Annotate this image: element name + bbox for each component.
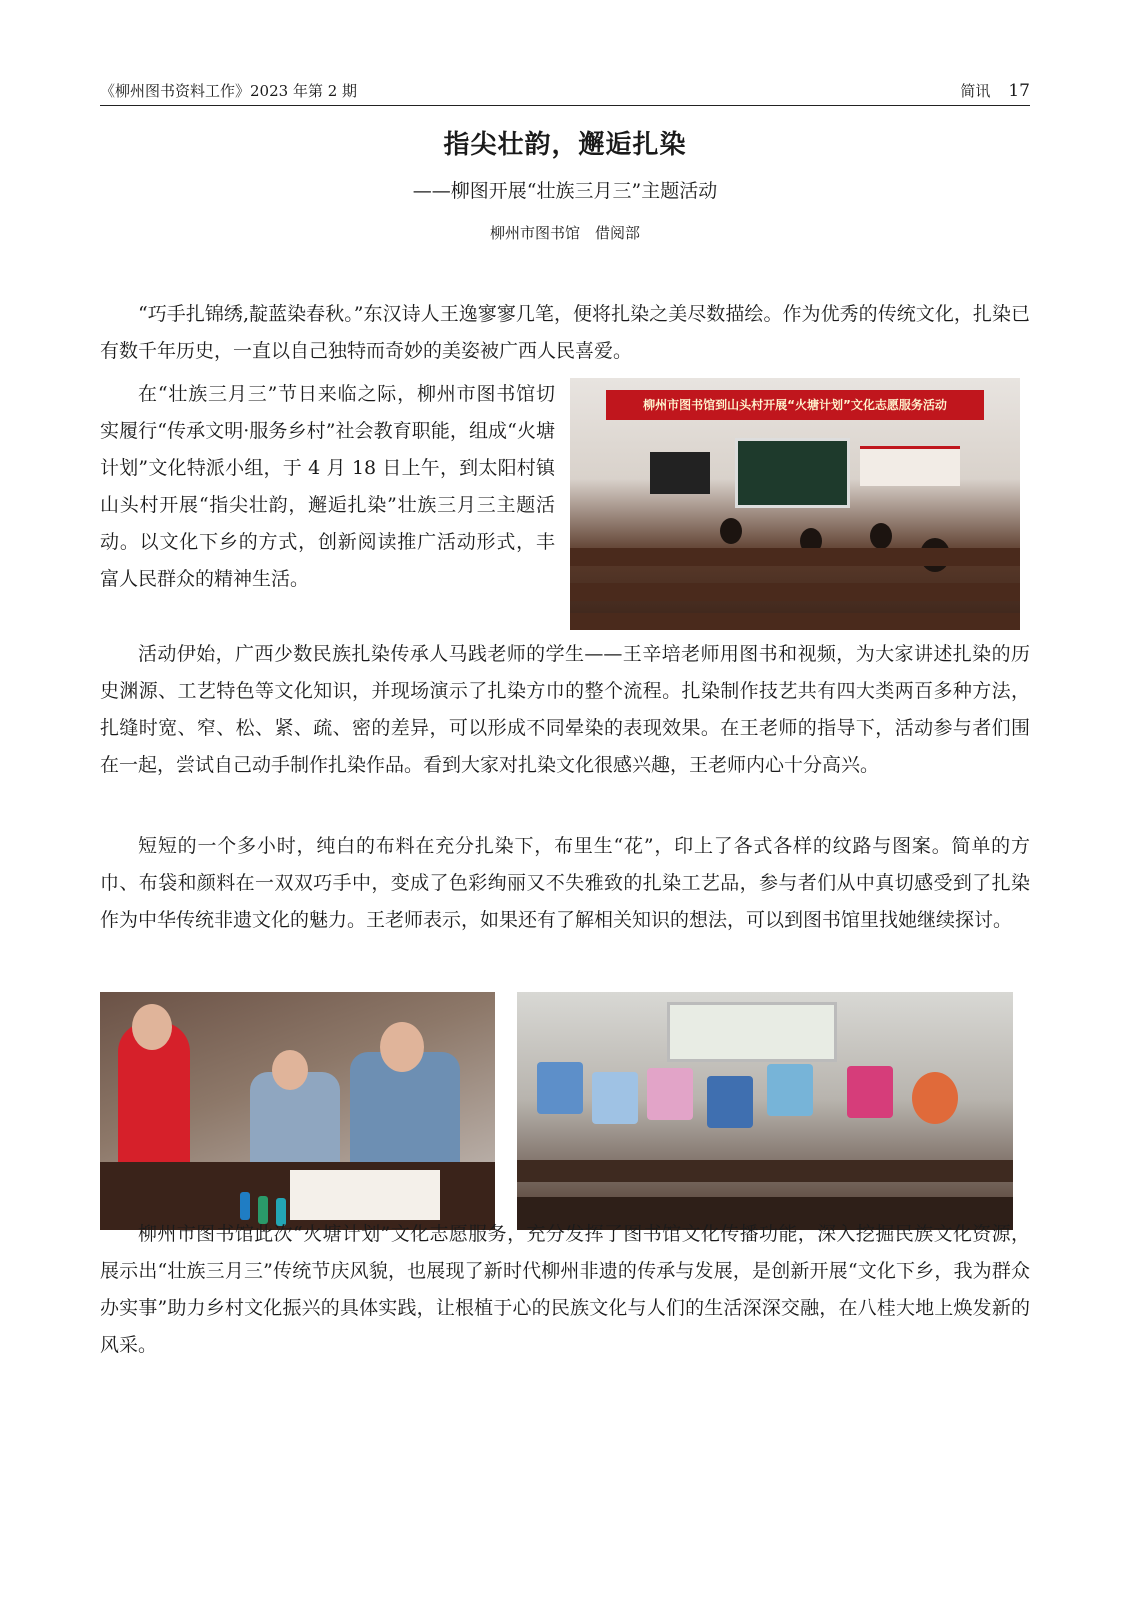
photo-projector-screen xyxy=(667,1002,837,1062)
photo-projector-screen xyxy=(735,438,850,508)
photo-tv xyxy=(650,452,710,494)
running-header xyxy=(100,80,1030,106)
paragraph-4: 短短的一个多小时，纯白的布料在充分扎染下，布里生“花”，印上了各式各样的纹路与图案。简单的方巾、布袋和颜料在一双双巧手中，变成了色彩绚丽又不失雅致的扎染工艺品，参与者们从中真切感受到了扎染作为中华传统非遗文化的魅力。王老师表示，如果还有了解相关知识的想法，可以到图书馆里找她继续探讨。 xyxy=(100,835,1030,931)
photo-person xyxy=(720,518,742,544)
article-author: 柳州市图书馆 借阅部 xyxy=(489,224,640,242)
article-title: 指尖壮韵，邂逅扎染 xyxy=(443,130,687,160)
photo-tie-dye-cloth xyxy=(707,1076,753,1128)
journal-name: 《柳州图书资料工作》2023 年第 2 期 xyxy=(100,82,358,100)
photo-wall-board xyxy=(860,446,960,486)
page-number: 17 xyxy=(1008,81,1030,101)
article-subtitle: ——柳图开展“壮族三月三”主题活动 xyxy=(412,180,718,202)
photo-teacher-face xyxy=(132,1004,172,1050)
photo-tie-dye-cloth xyxy=(592,1072,638,1124)
photo-group-with-artworks xyxy=(517,992,1013,1230)
photo-lecture-room xyxy=(570,378,1020,630)
photo-tie-dye-cloth xyxy=(847,1066,893,1118)
photo-person xyxy=(870,523,892,549)
photo-tie-dye-cloth xyxy=(912,1072,958,1124)
section-and-page xyxy=(960,80,1030,101)
paragraph-1: “巧手扎锦绣,靛蓝染春秋。”东汉诗人王逸寥寥几笔，便将扎染之美尽数描绘。作为优秀的传统文化，扎染已有数千年历史，一直以自己独特而奇妙的美姿被广西人民喜爱。 xyxy=(100,303,1030,362)
paragraph-3: 活动伊始，广西少数民族扎染传承人马践老师的学生——王辛培老师用图书和视频，为大家讲述扎染的历史渊源、工艺特色等文化知识，并现场演示了扎染方巾的整个流程。扎染制作技艺共有四大类两百多种方法，扎缝时宽、窄、松、紧、疏、密的差异，可以形成不同晕染的表现效果。在王老师的指导下，活动参与者们围在一起，尝试自己动手制作扎染作品。看到大家对扎染文化很感兴趣，王老师内心十分高兴。 xyxy=(100,643,1030,776)
photo-participant-face xyxy=(380,1022,424,1072)
photo-newspaper xyxy=(290,1170,440,1220)
photo-chair-row xyxy=(570,613,1020,630)
photo-tie-dye-cloth xyxy=(647,1068,693,1120)
photo-banner: 柳州市图书馆到山头村开展“火塘计划”文化志愿服务活动 xyxy=(606,390,984,420)
photo-tie-dye-cloth xyxy=(767,1064,813,1116)
photo-participant-face xyxy=(272,1050,308,1090)
paragraph-5: 柳州市图书馆此次“火塘计划”文化志愿服务，充分发挥了图书馆文化传播功能，深入挖掘民族文化资源，展示出“壮族三月三”传统节庆风貌，也展现了新时代柳州非遗的传承与发展，是创新开展“文化下乡，我为群众办实事”助力乡村文化振兴的具体实践，让根植于心的民族文化与人们的生活深深交融，在八桂大地上焕发新的风采。 xyxy=(100,1223,1030,1356)
photo-tie-dye-cloth xyxy=(537,1062,583,1114)
photo-chair-row xyxy=(570,583,1020,601)
photo-chair-row xyxy=(570,548,1020,566)
paragraph-2: 在“壮族三月三”节日来临之际，柳州市图书馆切实履行“传承文明·服务乡村”社会教育职能，组成“火塘计划”文化特派小组，于 4 月 18 日上午，到太阳村镇山头村开展“指尖壮韵，邂逅扎染”壮族三月三主题活动。以文化下乡的方式，创新阅读推广活动形式，丰富人民群众的精神生活。 xyxy=(100,383,555,590)
section-label: 简讯 xyxy=(960,82,991,100)
photo-tie-dye-workshop xyxy=(100,992,495,1230)
photo-desk-row xyxy=(517,1160,1013,1182)
